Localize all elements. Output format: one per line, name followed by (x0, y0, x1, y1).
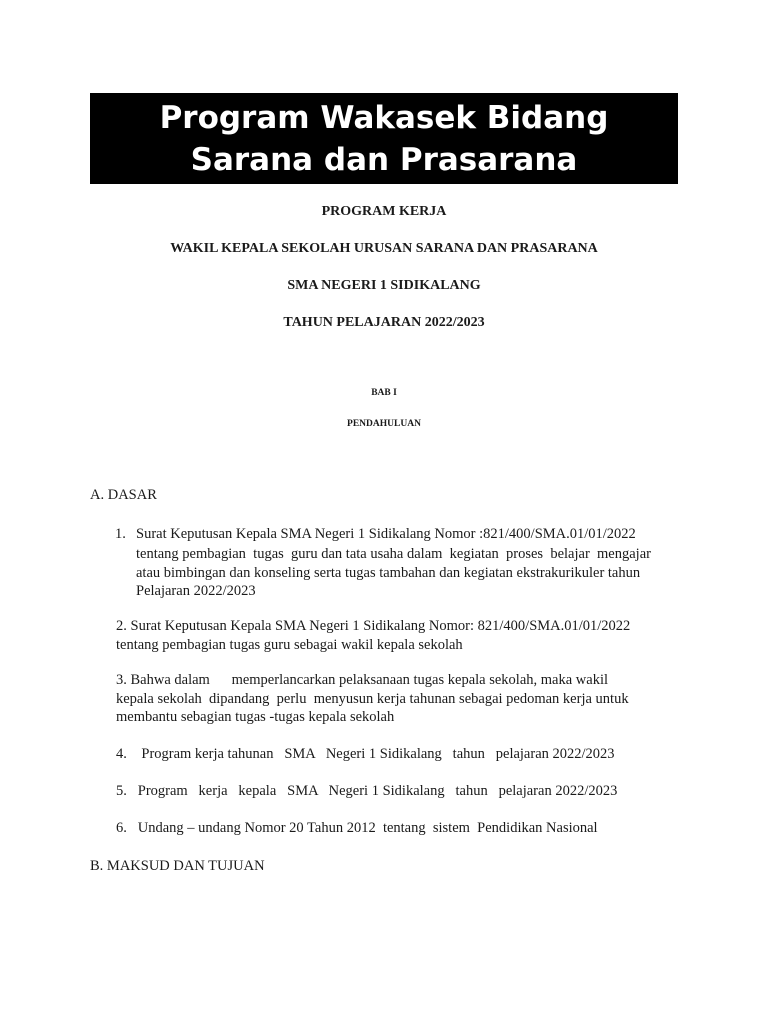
list-item-1-continuation: tentang pembagian tugas guru dan tata usaha dalam kegiatan proses belajar mengajar atau bimbingan dan konseling serta tugas tambahan dan kegiatan ekstrakurikuler tahun Pelajaran 2022/2023 (136, 546, 651, 599)
header-line-program-kerja: PROGRAM KERJA (321, 204, 447, 219)
chapter-number: BAB I (371, 388, 397, 398)
list-item-5: 5. Program kerja kepala SMA Negeri 1 Sidikalang tahun pelajaran 2022/2023 (116, 783, 618, 799)
list-item-4: 4. Program kerja tahunan SMA Negeri 1 Sidikalang tahun pelajaran 2022/2023 (116, 746, 615, 762)
header-line-school: SMA NEGERI 1 SIDIKALANG (287, 278, 481, 293)
list-item-6: 6. Undang – undang Nomor 20 Tahun 2012 tentang sistem Pendidikan Nasional (116, 820, 598, 836)
section-b-heading: B. MAKSUD DAN TUJUAN (90, 858, 265, 874)
header-line-year: TAHUN PELAJARAN 2022/2023 (283, 315, 485, 330)
list-item-2: 2. Surat Keputusan Kepala SMA Negeri 1 Sidikalang Nomor: 821/400/SMA.01/01/2022 tentang pembagian tugas guru sebagai wakil kepala sekolah (116, 618, 631, 653)
list-item-1-marker: 1. (115, 526, 126, 542)
header-line-wakil-kepala: WAKIL KEPALA SEKOLAH URUSAN SARANA DAN PRASARANA (170, 241, 598, 256)
document-banner (90, 93, 678, 184)
list-item-1-first-line: Surat Keputusan Kepala SMA Negeri 1 Sidikalang Nomor :821/400/SMA.01/01/2022 (136, 526, 636, 542)
banner-title-line-1: Program Wakasek Bidang (159, 99, 609, 136)
chapter-title: PENDAHULUAN (347, 419, 421, 429)
section-a-heading: A. DASAR (90, 487, 157, 503)
list-item-3: 3. Bahwa dalam memperlancarkan pelaksanaan tugas kepala sekolah, maka wakil kepala sekolah dipandang perlu menyusun kerja tahunan sebagai pedoman kerja untuk membantu sebagian tugas -tugas kepala sekolah (116, 672, 629, 725)
banner-title-line-2: Sarana dan Prasarana (190, 141, 578, 178)
